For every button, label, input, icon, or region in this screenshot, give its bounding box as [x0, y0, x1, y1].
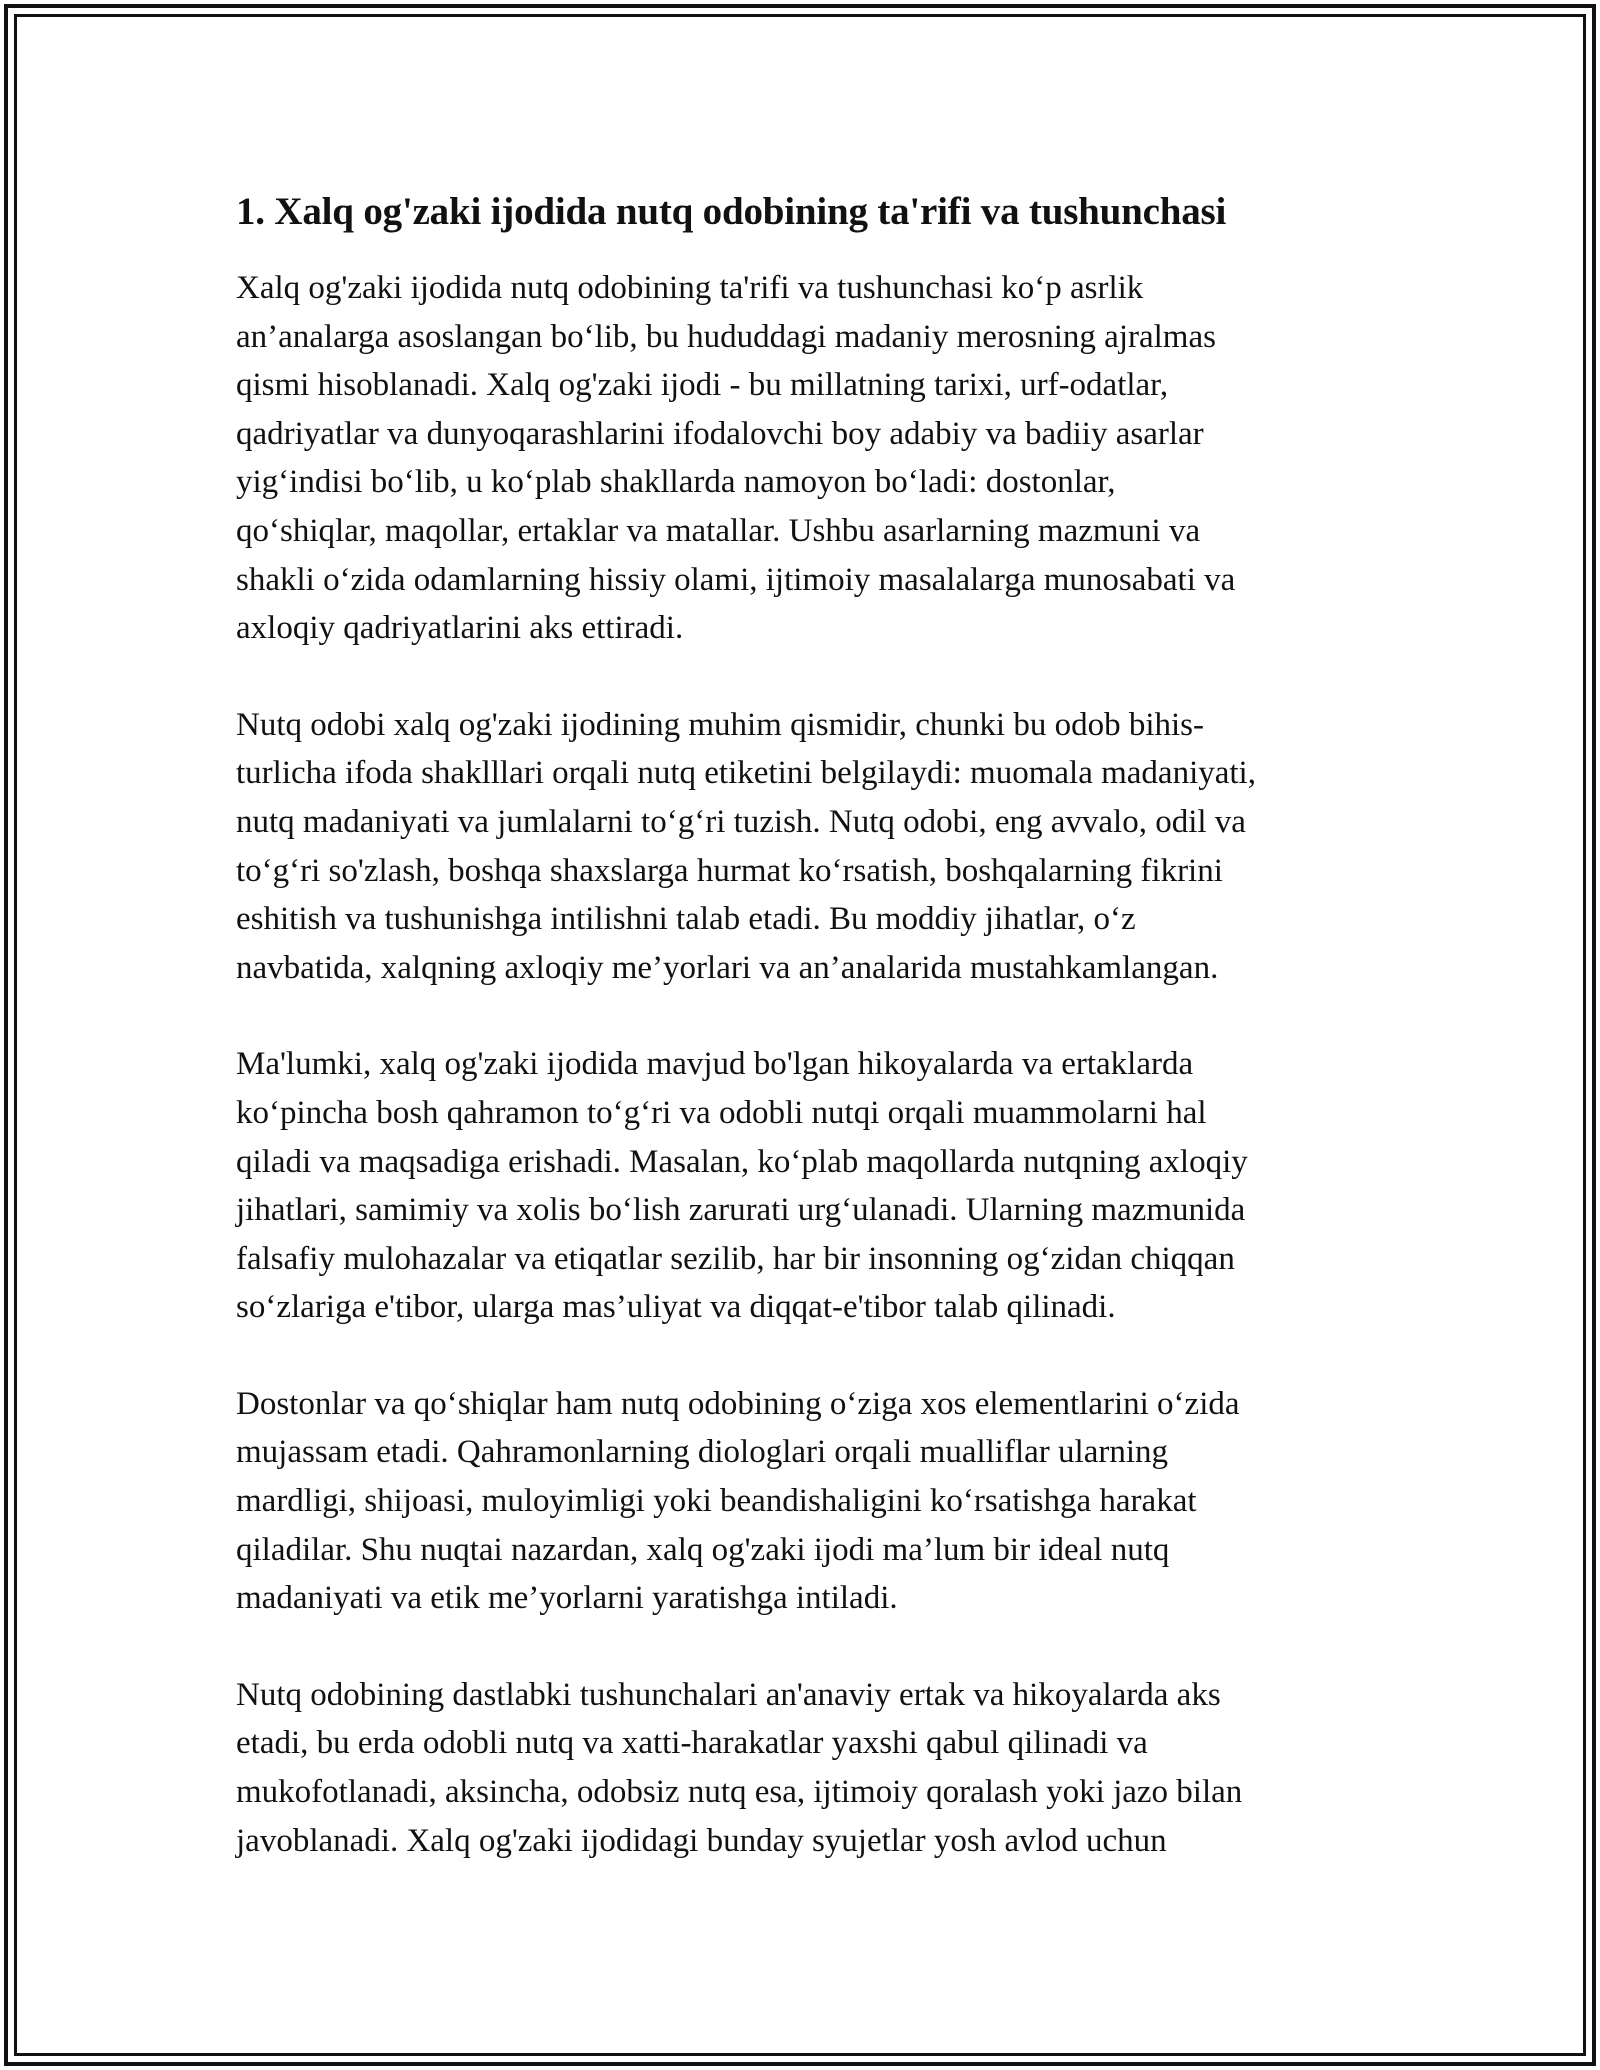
text-line: yig‘indisi bo‘lib, u ko‘plab shakllarda namoyon bo‘ladi: dostonlar, — [236, 464, 1116, 501]
paragraph-1 — [236, 264, 1366, 653]
text-line: Dostonlar va qo‘shiqlar ham nutq odobining o‘ziga xos elementlarini o‘zida — [236, 1385, 1240, 1422]
section-heading: 1. Xalq og'zaki ijodida nutq odobining ta'rifi va tushunchasi — [236, 190, 1227, 233]
text-line: Xalq og'zaki ijodida nutq odobining ta'rifi va tushunchasi ko‘p asrlik — [236, 270, 1144, 306]
text-line: Nutq odobining dastlabki tushunchalari an'anaviy ertak va hikoyalarda aks — [236, 1676, 1221, 1713]
text-line: shakli o‘zida odamlarning hissiy olami, ijtimoiy masalalarga munosabati va — [236, 561, 1236, 598]
text-line: Ma'lumki, xalq og'zaki ijodida mavjud bo'lgan hikoyalarda va ertaklarda — [236, 1046, 1194, 1083]
text-line: so‘zlariga e'tibor, ularga mas’uliyat va diqqat-e'tibor talab qilinadi. — [236, 1289, 1116, 1326]
text-line: an’analarga asoslangan bo‘lib, bu hududdagi madaniy merosning ajralmas — [236, 318, 1216, 355]
document-body — [236, 186, 1366, 1913]
text-line: to‘g‘ri so'zlash, boshqa shaxslarga hurmat ko‘rsatish, boshqalarning fikrini — [236, 852, 1223, 889]
text-line: qiladilar. Shu nuqtai nazardan, xalq og'zaki ijodi ma’lum bir ideal nutq — [236, 1531, 1170, 1568]
text-line: qiladi va maqsadiga erishadi. Masalan, ko‘plab maqollarda nutqning axloqiy — [236, 1143, 1248, 1180]
text-line: madaniyati va etik me’yorlarni yaratishga intiladi. — [236, 1580, 898, 1617]
text-line: jihatlari, samimiy va xolis bo‘lish zarurati urg‘ulanadi. Ularning mazmunida — [236, 1192, 1246, 1229]
text-line: turlicha ifoda shaklllari orqali nutq etiketini belgilaydi: muomala madaniyati, — [236, 755, 1256, 792]
text-line: Nutq odobi xalq og'zaki ijodining muhim qismidir, chunki bu odob bihis- — [236, 706, 1204, 743]
text-line: eshitish va tushunishga intilishni talab etadi. Bu moddiy jihatlar, o‘z — [236, 901, 1136, 938]
text-line: mukofotlanadi, aksincha, odobsiz nutq esa, ijtimoiy qoralash yoki jazo bilan — [236, 1774, 1243, 1811]
paragraph-4 — [236, 1380, 1366, 1623]
paragraph-2 — [236, 701, 1366, 993]
paragraph-3 — [236, 1040, 1366, 1332]
text-line: qo‘shiqlar, maqollar, ertaklar va matallar. Ushbu asarlarning mazmuni va — [236, 512, 1201, 549]
text-line: nutq madaniyati va jumlalarni to‘g‘ri tuzish. Nutq odobi, eng avvalo, odil va — [236, 803, 1246, 840]
text-line: javoblanadi. Xalq og'zaki ijodidagi bunday syujetlar yosh avlod uchun — [236, 1822, 1167, 1859]
text-line: falsafiy mulohazalar va etiqatlar sezilib, har bir insonning og‘zidan chiqqan — [236, 1240, 1235, 1277]
text-line: ko‘pincha bosh qahramon to‘g‘ri va odobli nutqi orqali muammolarni hal — [236, 1094, 1207, 1131]
text-line: qismi hisoblanadi. Xalq og'zaki ijodi - bu millatning tarixi, urf-odatlar, — [236, 367, 1169, 404]
text-line: navbatida, xalqning axloqiy me’yorlari va an’analarida mustahkamlangan. — [236, 949, 1219, 986]
text-line: mujassam etadi. Qahramonlarning diologlari orqali mualliflar ularning — [236, 1434, 1168, 1471]
text-line: axloqiy qadriyatlarini aks ettiradi. — [236, 610, 684, 647]
text-line: mardligi, shijoasi, muloyimligi yoki beandishaligini ko‘rsatishga harakat — [236, 1483, 1197, 1520]
paragraph-5 — [236, 1671, 1366, 1865]
text-line: etadi, bu erda odobli nutq va xatti-harakatlar yaxshi qabul qilinadi va — [236, 1725, 1148, 1762]
text-line: qadriyatlar va dunyoqarashlarini ifodalovchi boy adabiy va badiiy asarlar — [236, 415, 1204, 452]
